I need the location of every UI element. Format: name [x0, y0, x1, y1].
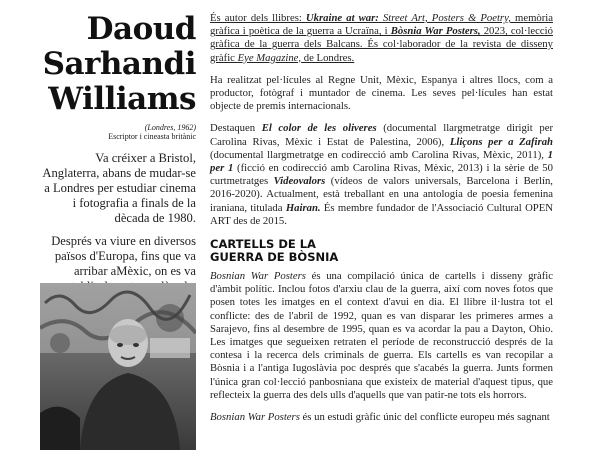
- body-paragraph: [210, 411, 553, 424]
- text-span: És membre fundador de l'Associació Cultural OPEN ART des de 2015.: [210, 201, 553, 227]
- author-role: Escriptor i cineasta britànic: [108, 132, 196, 141]
- text-span: (documental llargmetratge en codirecció amb Carolina Rivas, Mèxic, 2011),: [210, 148, 548, 161]
- text-span: És autor dels llibres:: [210, 12, 306, 24]
- film-title: 1 per 1: [210, 148, 553, 175]
- author-photo-image: [40, 283, 196, 450]
- bio-paragraph: Va créixer a Bristol, Anglaterra, abans de mudar-se a Londres per estudiar cinema i fotografia a finals de la dècada de 1980.: [42, 151, 196, 225]
- text-span: 2023, col·lecció gràfica de la guerra dels Balcans. És col·laborador de la revista de disseny gràfic: [210, 25, 553, 64]
- book-title-ukraine-at-war: Ukraine at war:: [305, 12, 379, 24]
- film-title: El color de les oliveres: [261, 122, 377, 135]
- intro-paragraph: [210, 12, 553, 65]
- book-title: Bosnian War Posters: [210, 411, 300, 424]
- text-span: és una compilació única de cartells i disseny gràfic d'àmbit polític. Inclou fotos d'arxiu clau de la guerra, així com noves fotos que posen totes les imatges en el context d'avui en dia. El llibre il·lustra tot el conflicte: des de l'abril de 1992, quan es van disparar les primeres armes a Sarajevo, fins al desembre de 1995, quan es va acordar la pau a Dayton, Ohio. Les imatges que segueixen retraten el període de reconstrucció després de la contesa i la recerca dels criminals de guerra. Els cartells es van recopilar a Bòsnia i a l'antiga Iugoslàvia poc després que s'acabés la guerra. Junts formen l'única gran col·lecció panbosniana que existeix de material d'aquest tipus, que reflecteix la guerra des dels ulls d'aquells que van patir-ne tots els horrors.: [210, 270, 553, 401]
- text-span: (documental llargmetratge dirigit per Carolina Rivas, Mèxic i Estat de Palestina, 2006),: [210, 122, 554, 148]
- body-paragraph: Ha realitzat pel·lícules al Regne Unit, Mèxic, Espanya i altres llocs, com a productor, fotògraf i muntador de cinema. Les seves pel·lícules han estat objecte de premis internacionals.: [210, 73, 553, 113]
- author-note: [40, 123, 196, 141]
- text-span: de Londres.: [301, 51, 355, 64]
- heading-line: GUERRA DE BÒSNIA: [210, 250, 339, 265]
- bio-paragraph: Després va viure en diversos països d'Europa, fins que va arribar aMèxic, on es va: [51, 234, 196, 278]
- author-name: [40, 12, 196, 117]
- book-title: Bosnian War Posters: [210, 270, 306, 283]
- heading-line: CARTELLS DE LA: [210, 237, 316, 252]
- author-photo: [40, 283, 196, 450]
- section-heading: [210, 238, 553, 264]
- anthology-title: Hairan.: [285, 201, 321, 214]
- book-subtitle: Street Art, Posters & Poetry,: [382, 12, 511, 24]
- article-body: [210, 12, 553, 433]
- book-title-bosnia-war-posters: Bòsnia War Posters,: [390, 25, 481, 38]
- magazine-title: Eye Magazine,: [237, 51, 302, 64]
- text-span: memòria gràfica i poètica de la guerra a Ucraïna, i: [210, 12, 553, 38]
- author-birth-note: (Londres, 1962): [144, 123, 196, 132]
- body-paragraph: [210, 122, 553, 228]
- author-name-line: Williams: [48, 81, 196, 117]
- text-span: és un estudi gràfic únic del conflicte europeu més sagnant: [299, 411, 550, 424]
- film-title: Lliçons per a Zafirah: [449, 135, 553, 148]
- text-span: (ficció en codirecció amb Carolina Rivas, Mèxic, 2013) i la sèrie de 50 curtmetratges: [210, 162, 553, 188]
- text-span: (vídeos de valors universals, Barcelona i Berlín, 2016-2020). Actualment, està treballant en una antologia de poesia femenina iraniana, titulada: [210, 175, 553, 214]
- author-name-line: Sarhandi: [42, 46, 196, 82]
- author-name-line: Daoud: [86, 11, 196, 47]
- series-title: Videovalors: [273, 175, 326, 188]
- body-paragraph: [210, 270, 553, 402]
- text-span: Destaquen: [210, 122, 262, 135]
